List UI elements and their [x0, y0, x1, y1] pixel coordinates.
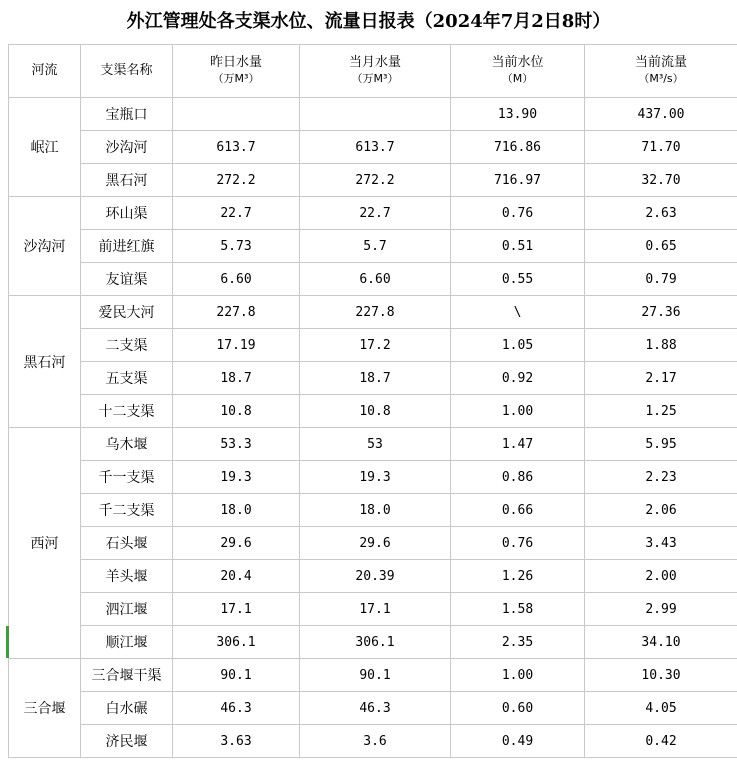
month-volume-cell[interactable]: 17.1 [300, 593, 451, 626]
current-flow-cell[interactable]: 0.79 [585, 263, 737, 296]
month-volume-cell[interactable]: 46.3 [300, 692, 451, 725]
table-row [9, 362, 737, 395]
header-month-volume[interactable] [300, 45, 451, 98]
yesterday-volume-cell[interactable]: 29.6 [173, 527, 300, 560]
table-row [9, 263, 737, 296]
yesterday-volume-cell[interactable]: 53.3 [173, 428, 300, 461]
header-flow-line1: 当前流量 [634, 55, 687, 70]
current-level-cell[interactable]: 2.35 [451, 626, 585, 659]
table-row [9, 461, 737, 494]
yesterday-volume-cell[interactable]: 18.0 [173, 494, 300, 527]
current-flow-cell[interactable]: 2.99 [585, 593, 737, 626]
current-flow-cell[interactable]: 4.05 [585, 692, 737, 725]
current-flow-cell[interactable]: 71.70 [585, 131, 737, 164]
month-volume-cell[interactable]: 3.6 [300, 725, 451, 758]
current-flow-cell[interactable]: 10.30 [585, 659, 737, 692]
canal-name-cell[interactable]: 济民堰 [81, 725, 173, 758]
canal-name-cell[interactable]: 前进红旗 [81, 230, 173, 263]
canal-name-cell[interactable]: 泗江堰 [81, 593, 173, 626]
month-volume-cell[interactable]: 272.2 [300, 164, 451, 197]
yesterday-volume-cell[interactable]: 17.1 [173, 593, 300, 626]
current-flow-cell[interactable]: 0.65 [585, 230, 737, 263]
canal-name-cell[interactable]: 千一支渠 [81, 461, 173, 494]
month-volume-cell[interactable]: 90.1 [300, 659, 451, 692]
table-row [9, 197, 737, 230]
yesterday-volume-cell[interactable]: 3.63 [173, 725, 300, 758]
river-cell[interactable]: 三合堰 [9, 659, 81, 758]
month-volume-cell[interactable]: 17.2 [300, 329, 451, 362]
header-current-flow[interactable] [585, 45, 737, 98]
table-row [9, 296, 737, 329]
canal-name-cell[interactable]: 五支渠 [81, 362, 173, 395]
current-level-cell[interactable]: 1.05 [451, 329, 585, 362]
table-row [9, 527, 737, 560]
current-flow-cell[interactable]: 0.42 [585, 725, 737, 758]
current-level-cell[interactable]: 0.86 [451, 461, 585, 494]
yesterday-volume-cell[interactable]: 17.19 [173, 329, 300, 362]
yesterday-volume-cell[interactable] [173, 98, 300, 131]
yesterday-volume-cell[interactable]: 20.4 [173, 560, 300, 593]
header-current-level[interactable] [451, 45, 585, 98]
spreadsheet-grid [8, 44, 737, 765]
month-volume-cell[interactable]: 22.7 [300, 197, 451, 230]
month-volume-cell[interactable]: 5.7 [300, 230, 451, 263]
table-row [9, 560, 737, 593]
canal-name-cell[interactable]: 十二支渠 [81, 395, 173, 428]
yesterday-volume-cell[interactable]: 5.73 [173, 230, 300, 263]
river-cell[interactable]: 西河 [9, 428, 81, 659]
month-volume-cell[interactable]: 29.6 [300, 527, 451, 560]
yesterday-volume-cell[interactable]: 272.2 [173, 164, 300, 197]
current-flow-cell[interactable]: 2.23 [585, 461, 737, 494]
current-level-cell[interactable]: 1.47 [451, 428, 585, 461]
yesterday-volume-cell[interactable]: 90.1 [173, 659, 300, 692]
current-level-cell[interactable]: 716.97 [451, 164, 585, 197]
canal-name-cell[interactable]: 宝瓶口 [81, 98, 173, 131]
current-level-cell[interactable]: 0.60 [451, 692, 585, 725]
month-volume-cell[interactable]: 53 [300, 428, 451, 461]
canal-name-cell[interactable]: 羊头堰 [81, 560, 173, 593]
current-flow-cell[interactable]: 3.43 [585, 527, 737, 560]
table-row [9, 329, 737, 362]
current-flow-cell[interactable]: 437.00 [585, 98, 737, 131]
current-level-cell[interactable]: 0.51 [451, 230, 585, 263]
month-volume-cell[interactable]: 18.0 [300, 494, 451, 527]
current-level-cell[interactable]: 1.00 [451, 659, 585, 692]
canal-name-cell[interactable]: 顺江堰 [81, 626, 173, 659]
header-month-line2: （万M³） [351, 72, 399, 85]
current-level-cell[interactable]: 0.66 [451, 494, 585, 527]
table-row [9, 164, 737, 197]
yesterday-volume-cell[interactable]: 19.3 [173, 461, 300, 494]
month-volume-cell[interactable]: 20.39 [300, 560, 451, 593]
yesterday-volume-cell[interactable]: 18.7 [173, 362, 300, 395]
canal-name-cell[interactable]: 白水碾 [81, 692, 173, 725]
current-flow-cell[interactable]: 2.17 [585, 362, 737, 395]
table-row [9, 659, 737, 692]
current-flow-cell[interactable]: 1.88 [585, 329, 737, 362]
current-level-cell[interactable]: \ [451, 296, 585, 329]
canal-name-cell[interactable]: 环山渠 [81, 197, 173, 230]
table-row [9, 692, 737, 725]
month-volume-cell[interactable]: 18.7 [300, 362, 451, 395]
header-level-line1: 当前水位 [491, 55, 544, 70]
month-volume-cell[interactable] [300, 98, 451, 131]
table-row [9, 395, 737, 428]
current-level-cell[interactable]: 1.00 [451, 395, 585, 428]
header-yesterday-line2: （万M³） [212, 72, 260, 85]
header-yesterday-line1: 昨日水量 [209, 55, 262, 70]
header-flow-line2: （M³/s） [638, 72, 684, 85]
canal-name-cell[interactable]: 友谊渠 [81, 263, 173, 296]
table-row [9, 428, 737, 461]
month-volume-cell[interactable]: 613.7 [300, 131, 451, 164]
yesterday-volume-cell[interactable]: 10.8 [173, 395, 300, 428]
table-row [9, 725, 737, 758]
month-volume-cell[interactable]: 10.8 [300, 395, 451, 428]
current-level-cell[interactable]: 13.90 [451, 98, 585, 131]
yesterday-volume-cell[interactable]: 613.7 [173, 131, 300, 164]
current-flow-cell[interactable]: 1.25 [585, 395, 737, 428]
table-row [9, 131, 737, 164]
report-title: 外江管理处各支渠水位、流量日报表（2024年7月2日8时） [126, 11, 611, 32]
current-flow-cell[interactable]: 2.63 [585, 197, 737, 230]
current-level-cell[interactable]: 0.92 [451, 362, 585, 395]
canal-name-cell[interactable]: 黑石河 [81, 164, 173, 197]
table-row [9, 494, 737, 527]
current-flow-cell[interactable]: 27.36 [585, 296, 737, 329]
month-volume-cell[interactable]: 306.1 [300, 626, 451, 659]
current-level-cell[interactable]: 0.76 [451, 527, 585, 560]
current-flow-cell[interactable]: 32.70 [585, 164, 737, 197]
month-volume-cell[interactable]: 6.60 [300, 263, 451, 296]
canal-name-cell[interactable]: 爱民大河 [81, 296, 173, 329]
canal-name-cell[interactable]: 石头堰 [81, 527, 173, 560]
header-river[interactable]: 河流 [9, 45, 81, 98]
yesterday-volume-cell[interactable]: 6.60 [173, 263, 300, 296]
current-level-cell[interactable]: 1.58 [451, 593, 585, 626]
yesterday-volume-cell[interactable]: 22.7 [173, 197, 300, 230]
current-level-cell[interactable]: 716.86 [451, 131, 585, 164]
canal-name-cell[interactable]: 乌木堰 [81, 428, 173, 461]
header-month-line1: 当月水量 [348, 55, 401, 70]
header-level-line2: （M） [501, 72, 534, 85]
river-cell[interactable]: 岷江 [9, 98, 81, 197]
current-flow-cell[interactable]: 2.06 [585, 494, 737, 527]
month-volume-cell[interactable]: 19.3 [300, 461, 451, 494]
current-flow-cell[interactable]: 34.10 [585, 626, 737, 659]
header-canal[interactable]: 支渠名称 [81, 45, 173, 98]
table-row [9, 593, 737, 626]
table-row [9, 98, 737, 131]
row-selection-indicator [6, 626, 9, 658]
yesterday-volume-cell[interactable]: 227.8 [173, 296, 300, 329]
canal-name-cell[interactable]: 千二支渠 [81, 494, 173, 527]
table-row [9, 230, 737, 263]
header-yesterday-volume[interactable] [173, 45, 300, 98]
current-level-cell[interactable]: 1.26 [451, 560, 585, 593]
river-cell[interactable]: 沙沟河 [9, 197, 81, 296]
header-row [9, 45, 737, 98]
yesterday-volume-cell[interactable]: 46.3 [173, 692, 300, 725]
current-level-cell[interactable]: 0.49 [451, 725, 585, 758]
canal-name-cell[interactable]: 二支渠 [81, 329, 173, 362]
current-level-cell[interactable]: 0.76 [451, 197, 585, 230]
canal-name-cell[interactable]: 沙沟河 [81, 131, 173, 164]
month-volume-cell[interactable]: 227.8 [300, 296, 451, 329]
river-cell[interactable]: 黑石河 [9, 296, 81, 428]
current-level-cell[interactable]: 0.55 [451, 263, 585, 296]
current-flow-cell[interactable]: 2.00 [585, 560, 737, 593]
report-table [8, 44, 737, 758]
canal-name-cell[interactable]: 三合堰干渠 [81, 659, 173, 692]
yesterday-volume-cell[interactable]: 306.1 [173, 626, 300, 659]
table-row [9, 626, 737, 659]
current-flow-cell[interactable]: 5.95 [585, 428, 737, 461]
